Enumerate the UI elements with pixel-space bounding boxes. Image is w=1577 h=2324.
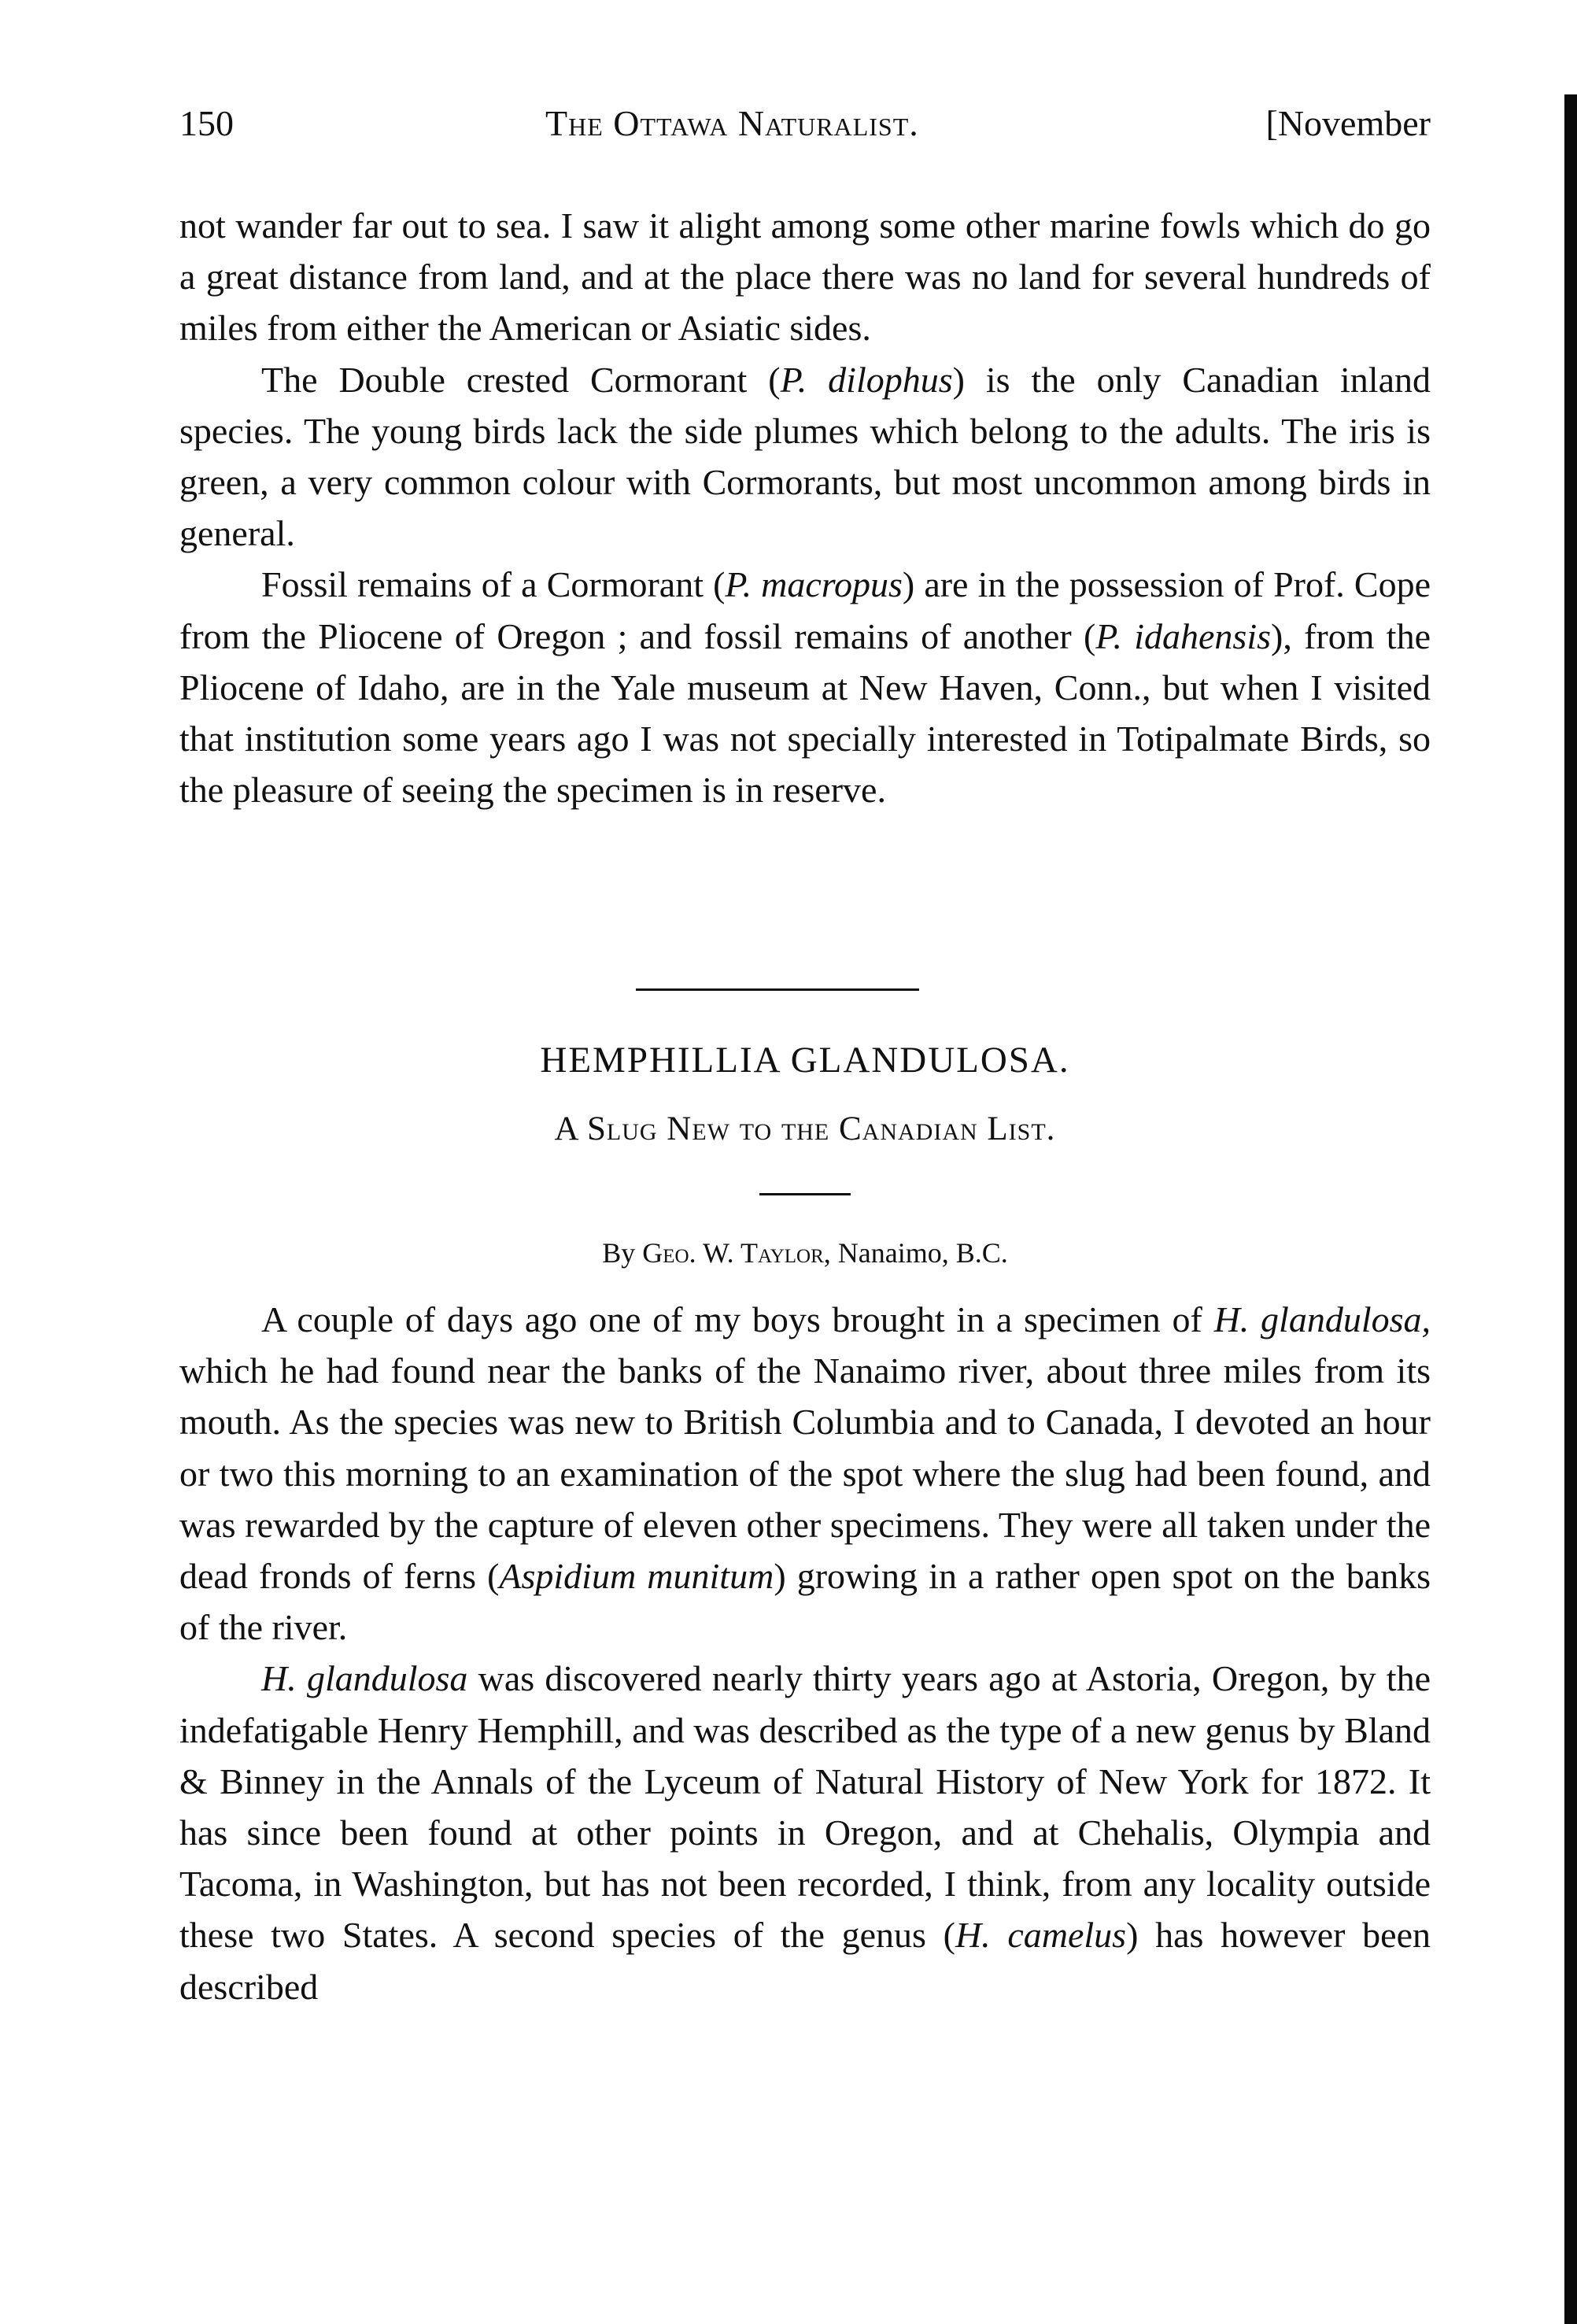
author-name: Geo. W. Taylor, bbox=[642, 1237, 831, 1269]
article-body bbox=[179, 1294, 1431, 2012]
paragraph-1: not wander far out to sea. I saw it alight among some other marine fowls which do go a great distance from land, and at the place there was no land for several hundreds of miles from either the American or Asiatic sides. bbox=[179, 205, 1431, 349]
species-name: Aspidium munitum bbox=[499, 1556, 774, 1597]
issue-month: [November bbox=[1265, 103, 1431, 143]
article-subtitle: A Slug New to the Canadian List. bbox=[554, 1110, 1056, 1147]
byline: By Geo. W. Taylor, Nanaimo, B.C. bbox=[602, 1237, 1008, 1269]
article-title: HEMPHILLIA GLANDULOSA. bbox=[540, 1040, 1070, 1081]
paragraph-2: The Double crested Cormorant (P. dilophus) is the only Canadian inland species. The young birds lack the side plumes which belong to the adults. The iris is green, a very common colour with Cormorants, but most uncommon among birds in general. bbox=[179, 359, 1431, 554]
article-paragraph-2: H. glandulosa was discovered nearly thirty years ago at Astoria, Oregon, by the indefatigable Henry Hemphill, and was described as the type of a new genus by Bland & Binney in the Annals of the Lyceum of Natural History of New York for 1872. It has since been found at other points in Oregon, and at Chehalis, Olympia and Tacoma, in Washington, but has not been recorded, I think, from any locality outside these two States. A second species of the genus (H. camelus) has however been described bbox=[179, 1658, 1431, 2007]
species-name: H. glandulosa bbox=[261, 1658, 468, 1699]
paragraph-3: Fossil remains of a Cormorant (P. macropus) are in the possession of Prof. Cope from the Pliocene of Oregon ; and fossil remains of another (P. idahensis), from the Pliocene of Idaho, are in the Yale museum at New Haven, Conn., but when I visited that institution some years ago I was not specially interested in Totipalmate Birds, so the pleasure of seeing the specimen is in reserve. bbox=[179, 564, 1431, 811]
page-number: 150 bbox=[179, 103, 234, 143]
running-title: The Ottawa Naturalist. bbox=[545, 103, 919, 143]
species-name: P. dilophus bbox=[780, 359, 953, 400]
cormorant-section bbox=[179, 200, 1431, 815]
page-edge-shadow bbox=[1564, 94, 1577, 2324]
page-header bbox=[179, 102, 1431, 157]
section-divider bbox=[636, 988, 919, 991]
title-divider bbox=[759, 1193, 851, 1195]
author-location: Nanaimo, B.C. bbox=[837, 1237, 1008, 1269]
species-name: H. camelus bbox=[955, 1915, 1127, 1956]
species-name: P. idahensis bbox=[1095, 615, 1272, 656]
article-paragraph-1: A couple of days ago one of my boys brought in a specimen of H. glandulosa, which he had found near the banks of the Nanaimo river, about three miles from its mouth. As the species was new to British Columbia and to Canada, I devoted an hour or two this morning to an examination of the spot where the slug had been found, and was rewarded by the capture of eleven other specimens. They were all taken under the dead fronds of ferns (Aspidium munitum) growing in a rather open spot on the banks of the river. bbox=[179, 1299, 1431, 1648]
species-name: H. glandulosa, bbox=[1213, 1299, 1431, 1339]
species-name: P. macropus bbox=[725, 564, 903, 605]
